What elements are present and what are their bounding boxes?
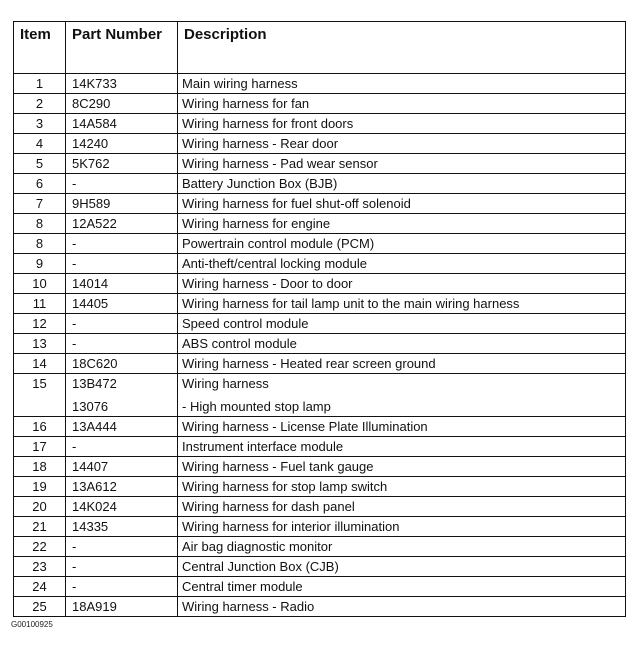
item-number-cell: 8 — [14, 214, 66, 234]
description-cell: Wiring harness - Rear door — [178, 134, 626, 154]
description-cell: Wiring harness - Pad wear sensor — [178, 154, 626, 174]
part-number-cell: 14240 — [66, 134, 178, 154]
part-number-cell: - — [66, 557, 178, 577]
item-number-cell: 8 — [14, 234, 66, 254]
description-cell: Wiring harness for interior illumination — [178, 517, 626, 537]
description-cell: Wiring harness for dash panel — [178, 497, 626, 517]
description-cell: Battery Junction Box (BJB) — [178, 174, 626, 194]
item-number-cell: 13 — [14, 334, 66, 354]
item-number-cell: 12 — [14, 314, 66, 334]
table-row — [14, 94, 626, 114]
table-row — [14, 134, 626, 154]
table-row — [14, 334, 626, 354]
column-header-part-number: Part Number — [66, 22, 178, 74]
part-number-cell: 5K762 — [66, 154, 178, 174]
item-number-cell: 21 — [14, 517, 66, 537]
part-number-cell: 13A444 — [66, 417, 178, 437]
part-number-cell — [66, 374, 178, 417]
item-number-cell: 20 — [14, 497, 66, 517]
table-row — [14, 274, 626, 294]
item-number-cell: 14 — [14, 354, 66, 374]
table-row — [14, 74, 626, 94]
description-text: - High mounted stop lamp — [182, 399, 331, 414]
description-cell: Central timer module — [178, 577, 626, 597]
item-number-cell: 19 — [14, 477, 66, 497]
description-cell: Main wiring harness — [178, 74, 626, 94]
description-cell: Wiring harness for front doors — [178, 114, 626, 134]
item-number-cell: 17 — [14, 437, 66, 457]
description-cell — [178, 374, 626, 417]
item-number-cell: 7 — [14, 194, 66, 214]
part-number-cell: - — [66, 437, 178, 457]
table-body — [14, 74, 626, 617]
item-number-cell: 22 — [14, 537, 66, 557]
table-row — [14, 557, 626, 577]
description-cell: Wiring harness for fan — [178, 94, 626, 114]
figure-id: G00100925 — [11, 620, 53, 629]
column-header-description: Description — [178, 22, 626, 74]
item-number-cell: 16 — [14, 417, 66, 437]
table-row — [14, 497, 626, 517]
part-number-text: 13076 — [72, 399, 109, 414]
item-number-cell: 1 — [14, 74, 66, 94]
item-number-cell: 25 — [14, 597, 66, 617]
description-cell: Anti-theft/central locking module — [178, 254, 626, 274]
description-cell: Instrument interface module — [178, 437, 626, 457]
table-row — [14, 457, 626, 477]
header-row — [14, 22, 626, 74]
description-cell: Wiring harness for fuel shut-off solenoid — [178, 194, 626, 214]
part-number-cell: 12A522 — [66, 214, 178, 234]
table-row — [14, 517, 626, 537]
table-row — [14, 234, 626, 254]
part-number-cell: - — [66, 577, 178, 597]
description-cell: Powertrain control module (PCM) — [178, 234, 626, 254]
description-cell: Wiring harness - Radio — [178, 597, 626, 617]
part-number-cell: - — [66, 314, 178, 334]
item-number-cell: 23 — [14, 557, 66, 577]
table-row — [14, 537, 626, 557]
part-number-cell: - — [66, 234, 178, 254]
parts-table — [13, 21, 626, 617]
part-number-cell: 14A584 — [66, 114, 178, 134]
item-number-cell: 10 — [14, 274, 66, 294]
description-cell: Wiring harness - Door to door — [178, 274, 626, 294]
table-row — [14, 577, 626, 597]
description-text: Wiring harness — [182, 376, 269, 391]
part-number-cell: - — [66, 254, 178, 274]
description-cell: Air bag diagnostic monitor — [178, 537, 626, 557]
table-row — [14, 477, 626, 497]
column-header-item: Item — [14, 22, 66, 74]
item-number-cell: 9 — [14, 254, 66, 274]
part-number-cell: - — [66, 174, 178, 194]
part-number-cell: - — [66, 537, 178, 557]
description-cell: Wiring harness for tail lamp unit to the main wiring harness — [178, 294, 626, 314]
table-row — [14, 417, 626, 437]
table-row — [14, 597, 626, 617]
description-cell: Wiring harness for engine — [178, 214, 626, 234]
item-number-cell: 18 — [14, 457, 66, 477]
table-row — [14, 114, 626, 134]
table-row — [14, 437, 626, 457]
item-number-cell: 2 — [14, 94, 66, 114]
part-number-cell: 14335 — [66, 517, 178, 537]
part-number-cell: 14K733 — [66, 74, 178, 94]
item-number-cell: 3 — [14, 114, 66, 134]
description-cell: Wiring harness - Heated rear screen ground — [178, 354, 626, 374]
description-cell: Wiring harness - Fuel tank gauge — [178, 457, 626, 477]
table-row — [14, 214, 626, 234]
table-row — [14, 374, 626, 417]
item-number-cell: 15 — [14, 374, 66, 417]
table-row — [14, 174, 626, 194]
description-cell: Central Junction Box (CJB) — [178, 557, 626, 577]
part-number-cell: 8C290 — [66, 94, 178, 114]
part-number-cell: 9H589 — [66, 194, 178, 214]
part-number-text: 13B472 — [72, 376, 117, 391]
table-row — [14, 194, 626, 214]
table-row — [14, 254, 626, 274]
item-number-cell: 4 — [14, 134, 66, 154]
part-number-cell: 14405 — [66, 294, 178, 314]
description-cell: ABS control module — [178, 334, 626, 354]
item-number-cell: 11 — [14, 294, 66, 314]
table-row — [14, 154, 626, 174]
table-row — [14, 354, 626, 374]
part-number-cell: 14407 — [66, 457, 178, 477]
item-number-cell: 6 — [14, 174, 66, 194]
item-number-cell: 24 — [14, 577, 66, 597]
part-number-cell: 14K024 — [66, 497, 178, 517]
part-number-cell: 13A612 — [66, 477, 178, 497]
table-row — [14, 294, 626, 314]
description-cell: Wiring harness for stop lamp switch — [178, 477, 626, 497]
table-row — [14, 314, 626, 334]
description-cell: Speed control module — [178, 314, 626, 334]
part-number-cell: 18C620 — [66, 354, 178, 374]
part-number-cell: 14014 — [66, 274, 178, 294]
part-number-cell: 18A919 — [66, 597, 178, 617]
description-cell: Wiring harness - License Plate Illumination — [178, 417, 626, 437]
part-number-cell: - — [66, 334, 178, 354]
item-number-cell: 5 — [14, 154, 66, 174]
